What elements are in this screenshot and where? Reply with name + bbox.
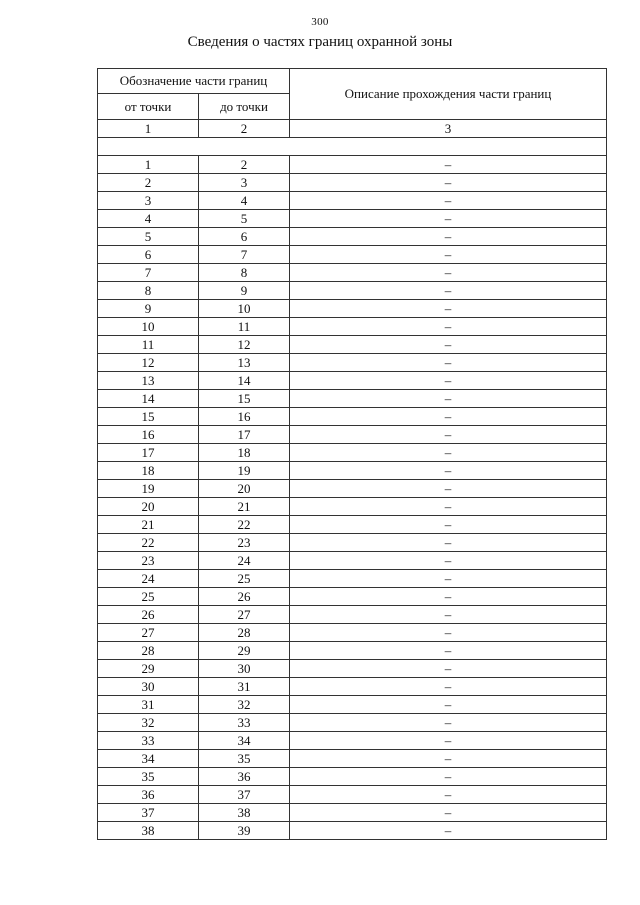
cell-from-point: 27 (98, 624, 199, 642)
cell-description: – (290, 354, 607, 372)
cell-description: – (290, 750, 607, 768)
cell-from-point: 28 (98, 642, 199, 660)
table-row (98, 480, 607, 498)
page-number: 300 (311, 16, 329, 28)
table-row (98, 264, 607, 282)
table-row (98, 552, 607, 570)
table-row (98, 660, 607, 678)
cell-to-point: 24 (199, 552, 290, 570)
cell-to-point: 7 (199, 246, 290, 264)
cell-from-point: 17 (98, 444, 199, 462)
cell-to-point: 37 (199, 786, 290, 804)
table-row (98, 390, 607, 408)
table-row (98, 642, 607, 660)
cell-description: – (290, 696, 607, 714)
cell-to-point: 39 (199, 822, 290, 840)
cell-from-point: 22 (98, 534, 199, 552)
cell-description: – (290, 174, 607, 192)
cell-description: – (290, 660, 607, 678)
table-row (98, 768, 607, 786)
cell-from-point: 16 (98, 426, 199, 444)
header-from-point: от точки (98, 94, 199, 120)
cell-from-point: 5 (98, 228, 199, 246)
cell-to-point: 10 (199, 300, 290, 318)
cell-from-point: 11 (98, 336, 199, 354)
cell-to-point: 4 (199, 192, 290, 210)
cell-description: – (290, 300, 607, 318)
cell-from-point: 26 (98, 606, 199, 624)
cell-from-point: 32 (98, 714, 199, 732)
cell-from-point: 15 (98, 408, 199, 426)
table-row (98, 336, 607, 354)
table-row (98, 174, 607, 192)
table-row (98, 822, 607, 840)
cell-from-point: 18 (98, 462, 199, 480)
table-row (98, 570, 607, 588)
cell-to-point: 6 (199, 228, 290, 246)
cell-description: – (290, 624, 607, 642)
cell-from-point: 34 (98, 750, 199, 768)
cell-description: – (290, 444, 607, 462)
cell-to-point: 14 (199, 372, 290, 390)
cell-to-point: 11 (199, 318, 290, 336)
cell-to-point: 36 (199, 768, 290, 786)
cell-to-point: 19 (199, 462, 290, 480)
cell-from-point: 14 (98, 390, 199, 408)
cell-description: – (290, 786, 607, 804)
cell-description: – (290, 462, 607, 480)
table-row (98, 372, 607, 390)
cell-to-point: 35 (199, 750, 290, 768)
cell-to-point: 22 (199, 516, 290, 534)
cell-to-point: 28 (199, 624, 290, 642)
cell-to-point: 20 (199, 480, 290, 498)
header-boundary-designation: Обозначение части границ (98, 69, 290, 94)
cell-description: – (290, 210, 607, 228)
cell-from-point: 33 (98, 732, 199, 750)
cell-to-point: 17 (199, 426, 290, 444)
table-header (98, 69, 607, 120)
table-row (98, 516, 607, 534)
cell-description: – (290, 156, 607, 174)
cell-from-point: 3 (98, 192, 199, 210)
cell-to-point: 29 (199, 642, 290, 660)
cell-description: – (290, 192, 607, 210)
cell-to-point: 8 (199, 264, 290, 282)
cell-description: – (290, 534, 607, 552)
table-row (98, 696, 607, 714)
cell-description: – (290, 246, 607, 264)
table-row (98, 588, 607, 606)
column-number-3: 3 (290, 120, 607, 138)
cell-description: – (290, 480, 607, 498)
cell-from-point: 1 (98, 156, 199, 174)
cell-to-point: 27 (199, 606, 290, 624)
table-row (98, 444, 607, 462)
header-row-group (98, 69, 607, 94)
cell-to-point: 34 (199, 732, 290, 750)
header-boundary-description: Описание прохождения части границ (290, 69, 607, 120)
cell-description: – (290, 498, 607, 516)
cell-to-point: 30 (199, 660, 290, 678)
table-body (98, 120, 607, 840)
cell-to-point: 9 (199, 282, 290, 300)
table-row (98, 732, 607, 750)
column-number-2: 2 (199, 120, 290, 138)
table-row (98, 192, 607, 210)
cell-from-point: 7 (98, 264, 199, 282)
cell-to-point: 25 (199, 570, 290, 588)
cell-to-point: 21 (199, 498, 290, 516)
cell-from-point: 19 (98, 480, 199, 498)
cell-description: – (290, 318, 607, 336)
table-row (98, 354, 607, 372)
column-number-row (98, 120, 607, 138)
cell-description: – (290, 390, 607, 408)
table-row (98, 714, 607, 732)
cell-to-point: 16 (199, 408, 290, 426)
cell-to-point: 5 (199, 210, 290, 228)
table-row (98, 426, 607, 444)
cell-from-point: 30 (98, 678, 199, 696)
cell-description: – (290, 678, 607, 696)
table-row (98, 678, 607, 696)
cell-description: – (290, 228, 607, 246)
cell-to-point: 3 (199, 174, 290, 192)
cell-to-point: 33 (199, 714, 290, 732)
cell-to-point: 12 (199, 336, 290, 354)
cell-from-point: 29 (98, 660, 199, 678)
cell-from-point: 24 (98, 570, 199, 588)
cell-description: – (290, 282, 607, 300)
cell-from-point: 31 (98, 696, 199, 714)
table-row (98, 156, 607, 174)
table-row (98, 228, 607, 246)
cell-from-point: 10 (98, 318, 199, 336)
table-row (98, 750, 607, 768)
table-row (98, 282, 607, 300)
table-row (98, 300, 607, 318)
cell-description: – (290, 264, 607, 282)
table-row (98, 318, 607, 336)
cell-to-point: 15 (199, 390, 290, 408)
section-spacer-cell (98, 138, 607, 156)
cell-from-point: 20 (98, 498, 199, 516)
cell-description: – (290, 804, 607, 822)
cell-description: – (290, 372, 607, 390)
cell-from-point: 2 (98, 174, 199, 192)
table-row (98, 462, 607, 480)
cell-description: – (290, 336, 607, 354)
table-row (98, 246, 607, 264)
table-row (98, 498, 607, 516)
cell-to-point: 18 (199, 444, 290, 462)
cell-from-point: 38 (98, 822, 199, 840)
cell-description: – (290, 768, 607, 786)
table-row (98, 606, 607, 624)
boundary-parts-table (97, 68, 607, 840)
cell-from-point: 13 (98, 372, 199, 390)
cell-from-point: 6 (98, 246, 199, 264)
cell-to-point: 13 (199, 354, 290, 372)
cell-to-point: 31 (199, 678, 290, 696)
cell-description: – (290, 408, 607, 426)
column-number-1: 1 (98, 120, 199, 138)
cell-from-point: 9 (98, 300, 199, 318)
section-spacer-row (98, 138, 607, 156)
cell-to-point: 26 (199, 588, 290, 606)
cell-from-point: 21 (98, 516, 199, 534)
table-row (98, 786, 607, 804)
header-to-point: до точки (199, 94, 290, 120)
cell-to-point: 32 (199, 696, 290, 714)
cell-from-point: 25 (98, 588, 199, 606)
cell-description: – (290, 606, 607, 624)
cell-description: – (290, 732, 607, 750)
cell-description: – (290, 588, 607, 606)
cell-to-point: 2 (199, 156, 290, 174)
cell-to-point: 23 (199, 534, 290, 552)
cell-from-point: 4 (98, 210, 199, 228)
cell-description: – (290, 426, 607, 444)
cell-description: – (290, 570, 607, 588)
cell-from-point: 36 (98, 786, 199, 804)
cell-description: – (290, 642, 607, 660)
page-title: Сведения о частях границ охранной зоны (187, 34, 453, 50)
cell-description: – (290, 822, 607, 840)
table-row (98, 534, 607, 552)
cell-description: – (290, 552, 607, 570)
cell-from-point: 35 (98, 768, 199, 786)
cell-description: – (290, 516, 607, 534)
table-row (98, 408, 607, 426)
cell-from-point: 37 (98, 804, 199, 822)
table-row (98, 210, 607, 228)
table-row (98, 804, 607, 822)
cell-description: – (290, 714, 607, 732)
cell-from-point: 8 (98, 282, 199, 300)
cell-to-point: 38 (199, 804, 290, 822)
cell-from-point: 23 (98, 552, 199, 570)
table-row (98, 624, 607, 642)
cell-from-point: 12 (98, 354, 199, 372)
